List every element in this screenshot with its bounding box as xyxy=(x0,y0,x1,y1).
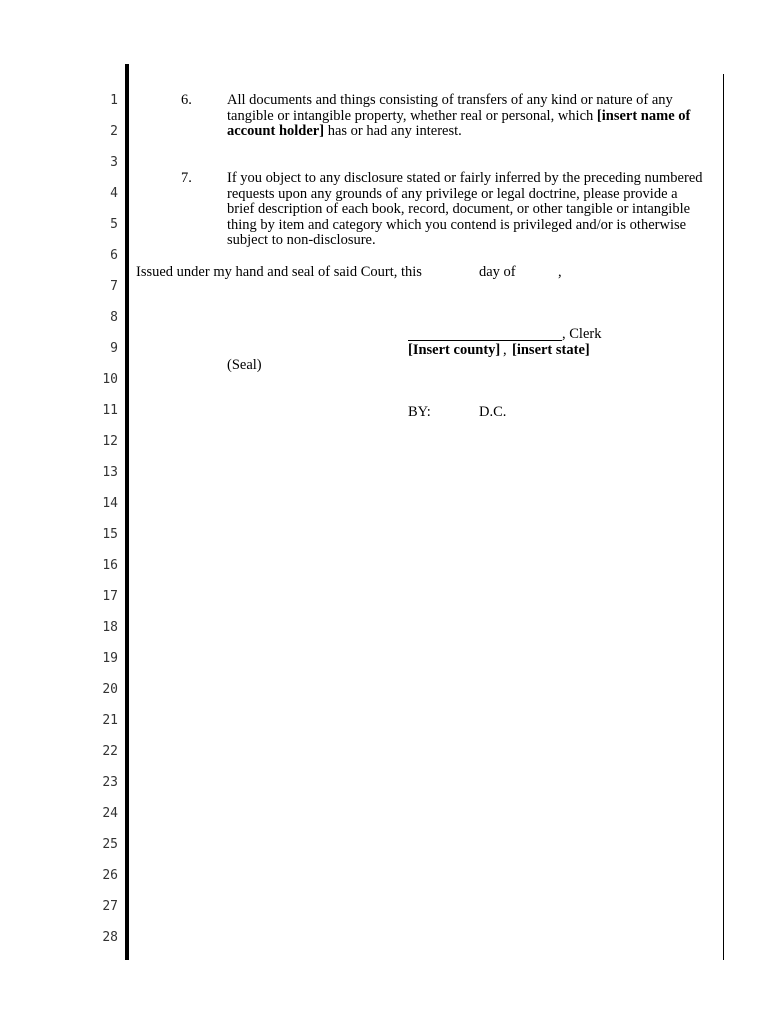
item-number: 7. xyxy=(181,170,192,186)
placeholder-account-holder: account holder] xyxy=(227,123,325,139)
line-number: 22 xyxy=(102,744,118,759)
line-number: 16 xyxy=(102,558,118,573)
line-number: 7 xyxy=(110,279,118,294)
line-number: 15 xyxy=(102,527,118,542)
by-label: BY: xyxy=(408,404,431,420)
issued-statement: Issued under my hand and seal of said Court, this xyxy=(136,264,422,280)
item-number: 6. xyxy=(181,92,192,108)
item-line xyxy=(227,109,727,125)
item-line xyxy=(227,187,727,203)
item-text: If you object to any disclosure stated or fairly inferred by the preceding numbered xyxy=(227,170,703,186)
line-number: 20 xyxy=(102,682,118,697)
item-text: requests upon any grounds of any privilege or legal doctrine, please provide a xyxy=(227,185,678,202)
placeholder-state: [insert state] xyxy=(512,342,590,358)
line-number: 26 xyxy=(102,868,118,883)
line-number: 28 xyxy=(102,930,118,945)
item-line xyxy=(227,218,727,234)
line-number: 21 xyxy=(102,713,118,728)
line-number: 25 xyxy=(102,837,118,852)
line-number: 8 xyxy=(110,310,118,325)
line-number: 12 xyxy=(102,434,118,449)
county-state-separator: , xyxy=(503,342,507,358)
placeholder-county: [Insert county] xyxy=(408,342,501,358)
item-text: subject to non-disclosure. xyxy=(227,232,376,248)
item-line xyxy=(227,171,727,187)
line-number: 19 xyxy=(102,651,118,666)
item-body xyxy=(227,171,727,249)
line-number: 4 xyxy=(110,186,118,201)
line-number: 14 xyxy=(102,496,118,511)
left-margin-rule xyxy=(125,64,129,960)
deputy-clerk-label: D.C. xyxy=(479,404,507,420)
line-number: 5 xyxy=(110,217,118,232)
item-text: thing by item and category which you contend is privileged and/or is otherwise xyxy=(227,216,687,233)
item-line xyxy=(227,124,727,140)
line-number: 24 xyxy=(102,806,118,821)
line-number: 10 xyxy=(102,372,118,387)
item-line xyxy=(227,93,727,109)
line-number: 23 xyxy=(102,775,118,790)
signature-line xyxy=(408,340,562,341)
line-number: 13 xyxy=(102,465,118,480)
date-comma: , xyxy=(558,264,562,280)
item-text: brief description of each book, record, document, or other tangible or intangible xyxy=(227,201,691,217)
placeholder-account-holder: [insert name of xyxy=(596,107,691,124)
item-body xyxy=(227,93,727,140)
line-number: 6 xyxy=(110,248,118,263)
line-number: 17 xyxy=(102,589,118,604)
line-number: 27 xyxy=(102,899,118,914)
item-text: has or had any interest. xyxy=(324,123,462,139)
line-number: 2 xyxy=(110,124,118,139)
item-text: tangible or intangible property, whether real or personal, which xyxy=(227,107,597,124)
day-of-label: day of xyxy=(479,264,516,280)
clerk-label: , Clerk xyxy=(562,326,602,342)
line-number: 11 xyxy=(102,403,118,418)
item-line xyxy=(227,233,727,249)
line-number: 18 xyxy=(102,620,118,635)
line-number: 3 xyxy=(110,155,118,170)
item-text: All documents and things consisting of transfers of any kind or nature of any xyxy=(227,92,673,108)
line-number: 1 xyxy=(110,93,118,108)
line-number: 9 xyxy=(110,341,118,356)
seal-label: (Seal) xyxy=(227,357,262,373)
item-line xyxy=(227,202,727,218)
